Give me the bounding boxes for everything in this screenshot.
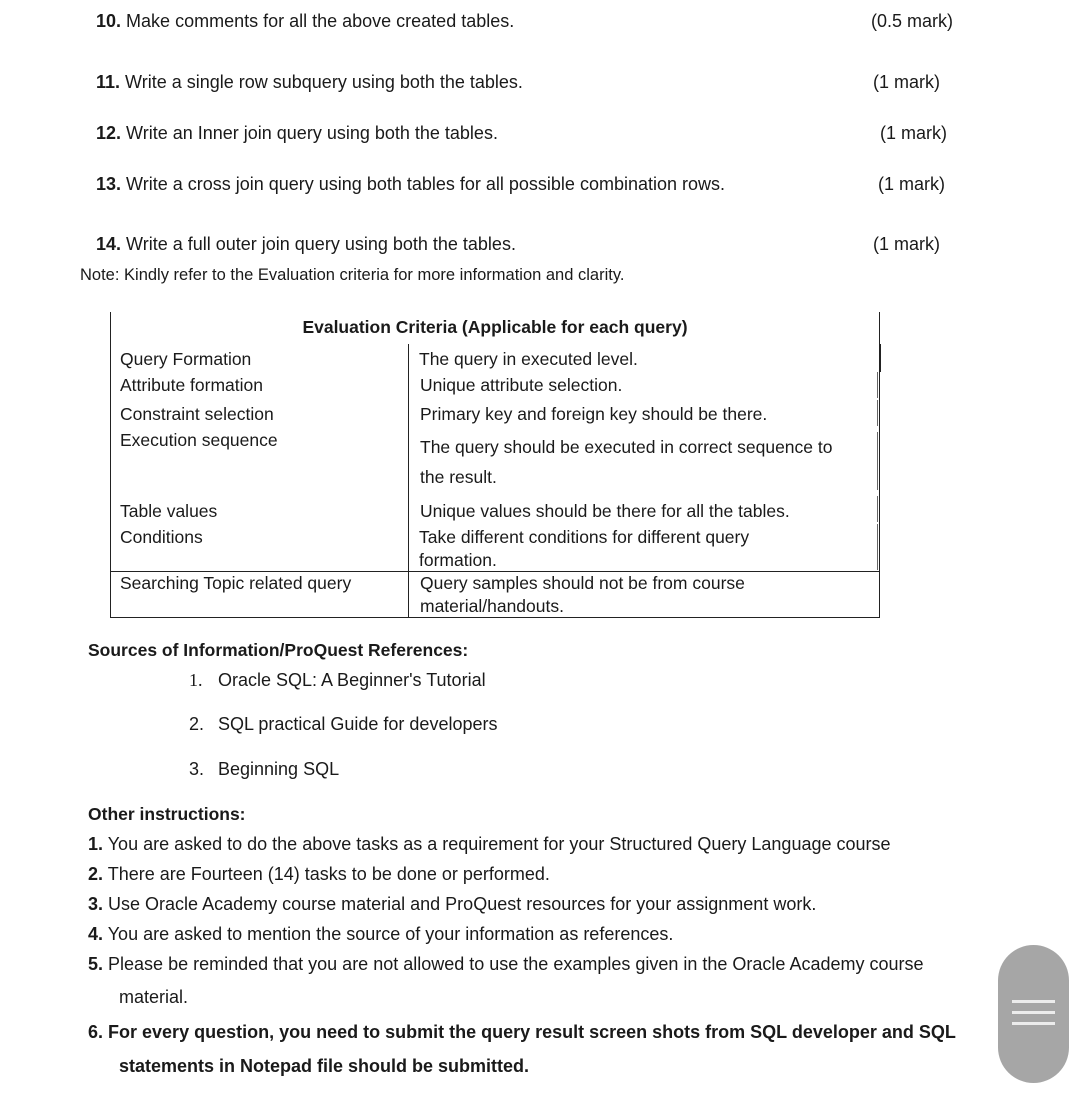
question-12 <box>96 123 976 144</box>
instruction-text: Use Oracle Academy course material and ProQuest resources for your assignment work. <box>108 894 817 914</box>
source-item <box>189 670 486 691</box>
criterion-label: Conditions <box>120 527 203 547</box>
instruction-text: There are Fourteen (14) tasks to be done or performed. <box>107 864 550 884</box>
instruction-number: 1. <box>88 834 104 854</box>
question-number: 13. <box>96 174 122 194</box>
instruction-continuation: statements in Notepad file should be submitted. <box>119 1056 530 1076</box>
instruction-item <box>88 834 993 855</box>
source-number: 2. <box>189 714 205 734</box>
note-text: Note: Kindly refer to the Evaluation criteria for more information and clarity. <box>80 266 625 284</box>
grip-line-icon <box>1012 1022 1055 1025</box>
question-mark: (1 mark) <box>880 123 947 143</box>
question-number: 10. <box>96 11 122 31</box>
question-mark: (1 mark) <box>878 174 945 194</box>
instruction-text: For every question, you need to submit the query result screen shots from SQL developer and SQL <box>108 1022 956 1042</box>
source-text: Oracle SQL: A Beginner's Tutorial <box>218 670 486 690</box>
question-number: 12. <box>96 123 122 143</box>
question-text: Write a full outer join query using both the tables. <box>126 234 516 254</box>
question-14 <box>96 234 976 255</box>
instruction-item <box>88 864 993 885</box>
instruction-continuation: material. <box>119 987 189 1007</box>
criterion-description-line-2: material/handouts. <box>420 596 564 616</box>
instruction-text: Please be reminded that you are not allowed to use the examples given in the Oracle Academy course <box>108 954 924 974</box>
criterion-description-line-1: Query samples should not be from course <box>420 573 745 593</box>
other-instructions-heading: Other instructions: <box>88 804 246 824</box>
criterion-label: Execution sequence <box>120 430 278 450</box>
scroll-thumb[interactable] <box>998 945 1069 1083</box>
criterion-description-line-2: formation. <box>419 550 497 570</box>
question-mark: (1 mark) <box>873 234 940 254</box>
criterion-description: Unique values should be there for all the tables. <box>420 501 790 521</box>
question-mark: (1 mark) <box>873 72 940 92</box>
instruction-item <box>88 924 993 945</box>
source-number: 1. <box>189 670 203 690</box>
criterion-label: Constraint selection <box>120 404 274 424</box>
question-text: Write a cross join query using both tables for all possible combination rows. <box>126 174 726 194</box>
criterion-description-line-1: Take different conditions for different query <box>419 527 750 547</box>
criterion-label: Attribute formation <box>120 375 263 395</box>
column-divider <box>408 344 409 618</box>
instruction-number: 6. <box>88 1022 104 1042</box>
criteria-title: Evaluation Criteria (Applicable for each query) <box>302 317 688 337</box>
question-number: 14. <box>96 234 122 254</box>
criterion-description: Primary key and foreign key should be there. <box>420 404 768 424</box>
source-text: SQL practical Guide for developers <box>218 714 498 734</box>
instruction-number: 2. <box>88 864 104 884</box>
criterion-description: Unique attribute selection. <box>420 375 623 395</box>
criterion-label: Searching Topic related query <box>120 573 352 593</box>
criterion-label: Table values <box>120 501 218 521</box>
question-text: Write a single row subquery using both the tables. <box>125 72 523 92</box>
criterion-description-line-2: the result. <box>420 467 497 487</box>
instruction-text: You are asked to mention the source of your information as references. <box>107 924 674 944</box>
instruction-number: 5. <box>88 954 104 974</box>
question-number: 11. <box>96 72 121 92</box>
table-border-left <box>110 312 111 618</box>
instruction-item <box>88 954 993 975</box>
question-10 <box>96 11 976 32</box>
instruction-text: You are asked to do the above tasks as a requirement for your Structured Query Language course <box>107 834 891 854</box>
grip-line-icon <box>1012 1011 1055 1014</box>
question-13 <box>96 174 976 195</box>
criterion-description-line-1: The query should be executed in correct sequence to <box>420 437 833 457</box>
source-item <box>189 714 497 735</box>
instruction-number: 4. <box>88 924 104 944</box>
question-text: Make comments for all the above created tables. <box>126 11 515 31</box>
source-number: 3. <box>189 759 205 779</box>
instruction-number: 3. <box>88 894 104 914</box>
criterion-description: The query in executed level. <box>419 349 638 369</box>
question-mark: (0.5 mark) <box>871 11 954 31</box>
criterion-label: Query Formation <box>120 349 252 369</box>
question-text: Write an Inner join query using both the tables. <box>126 123 498 143</box>
source-text: Beginning SQL <box>218 759 340 779</box>
evaluation-criteria-table <box>110 312 880 618</box>
source-item <box>189 759 339 780</box>
instruction-item <box>88 894 993 915</box>
instruction-item <box>88 1022 993 1043</box>
sources-heading: Sources of Information/ProQuest References: <box>88 640 469 660</box>
question-11 <box>96 72 976 93</box>
grip-line-icon <box>1012 1000 1055 1003</box>
row-tick <box>880 344 881 372</box>
